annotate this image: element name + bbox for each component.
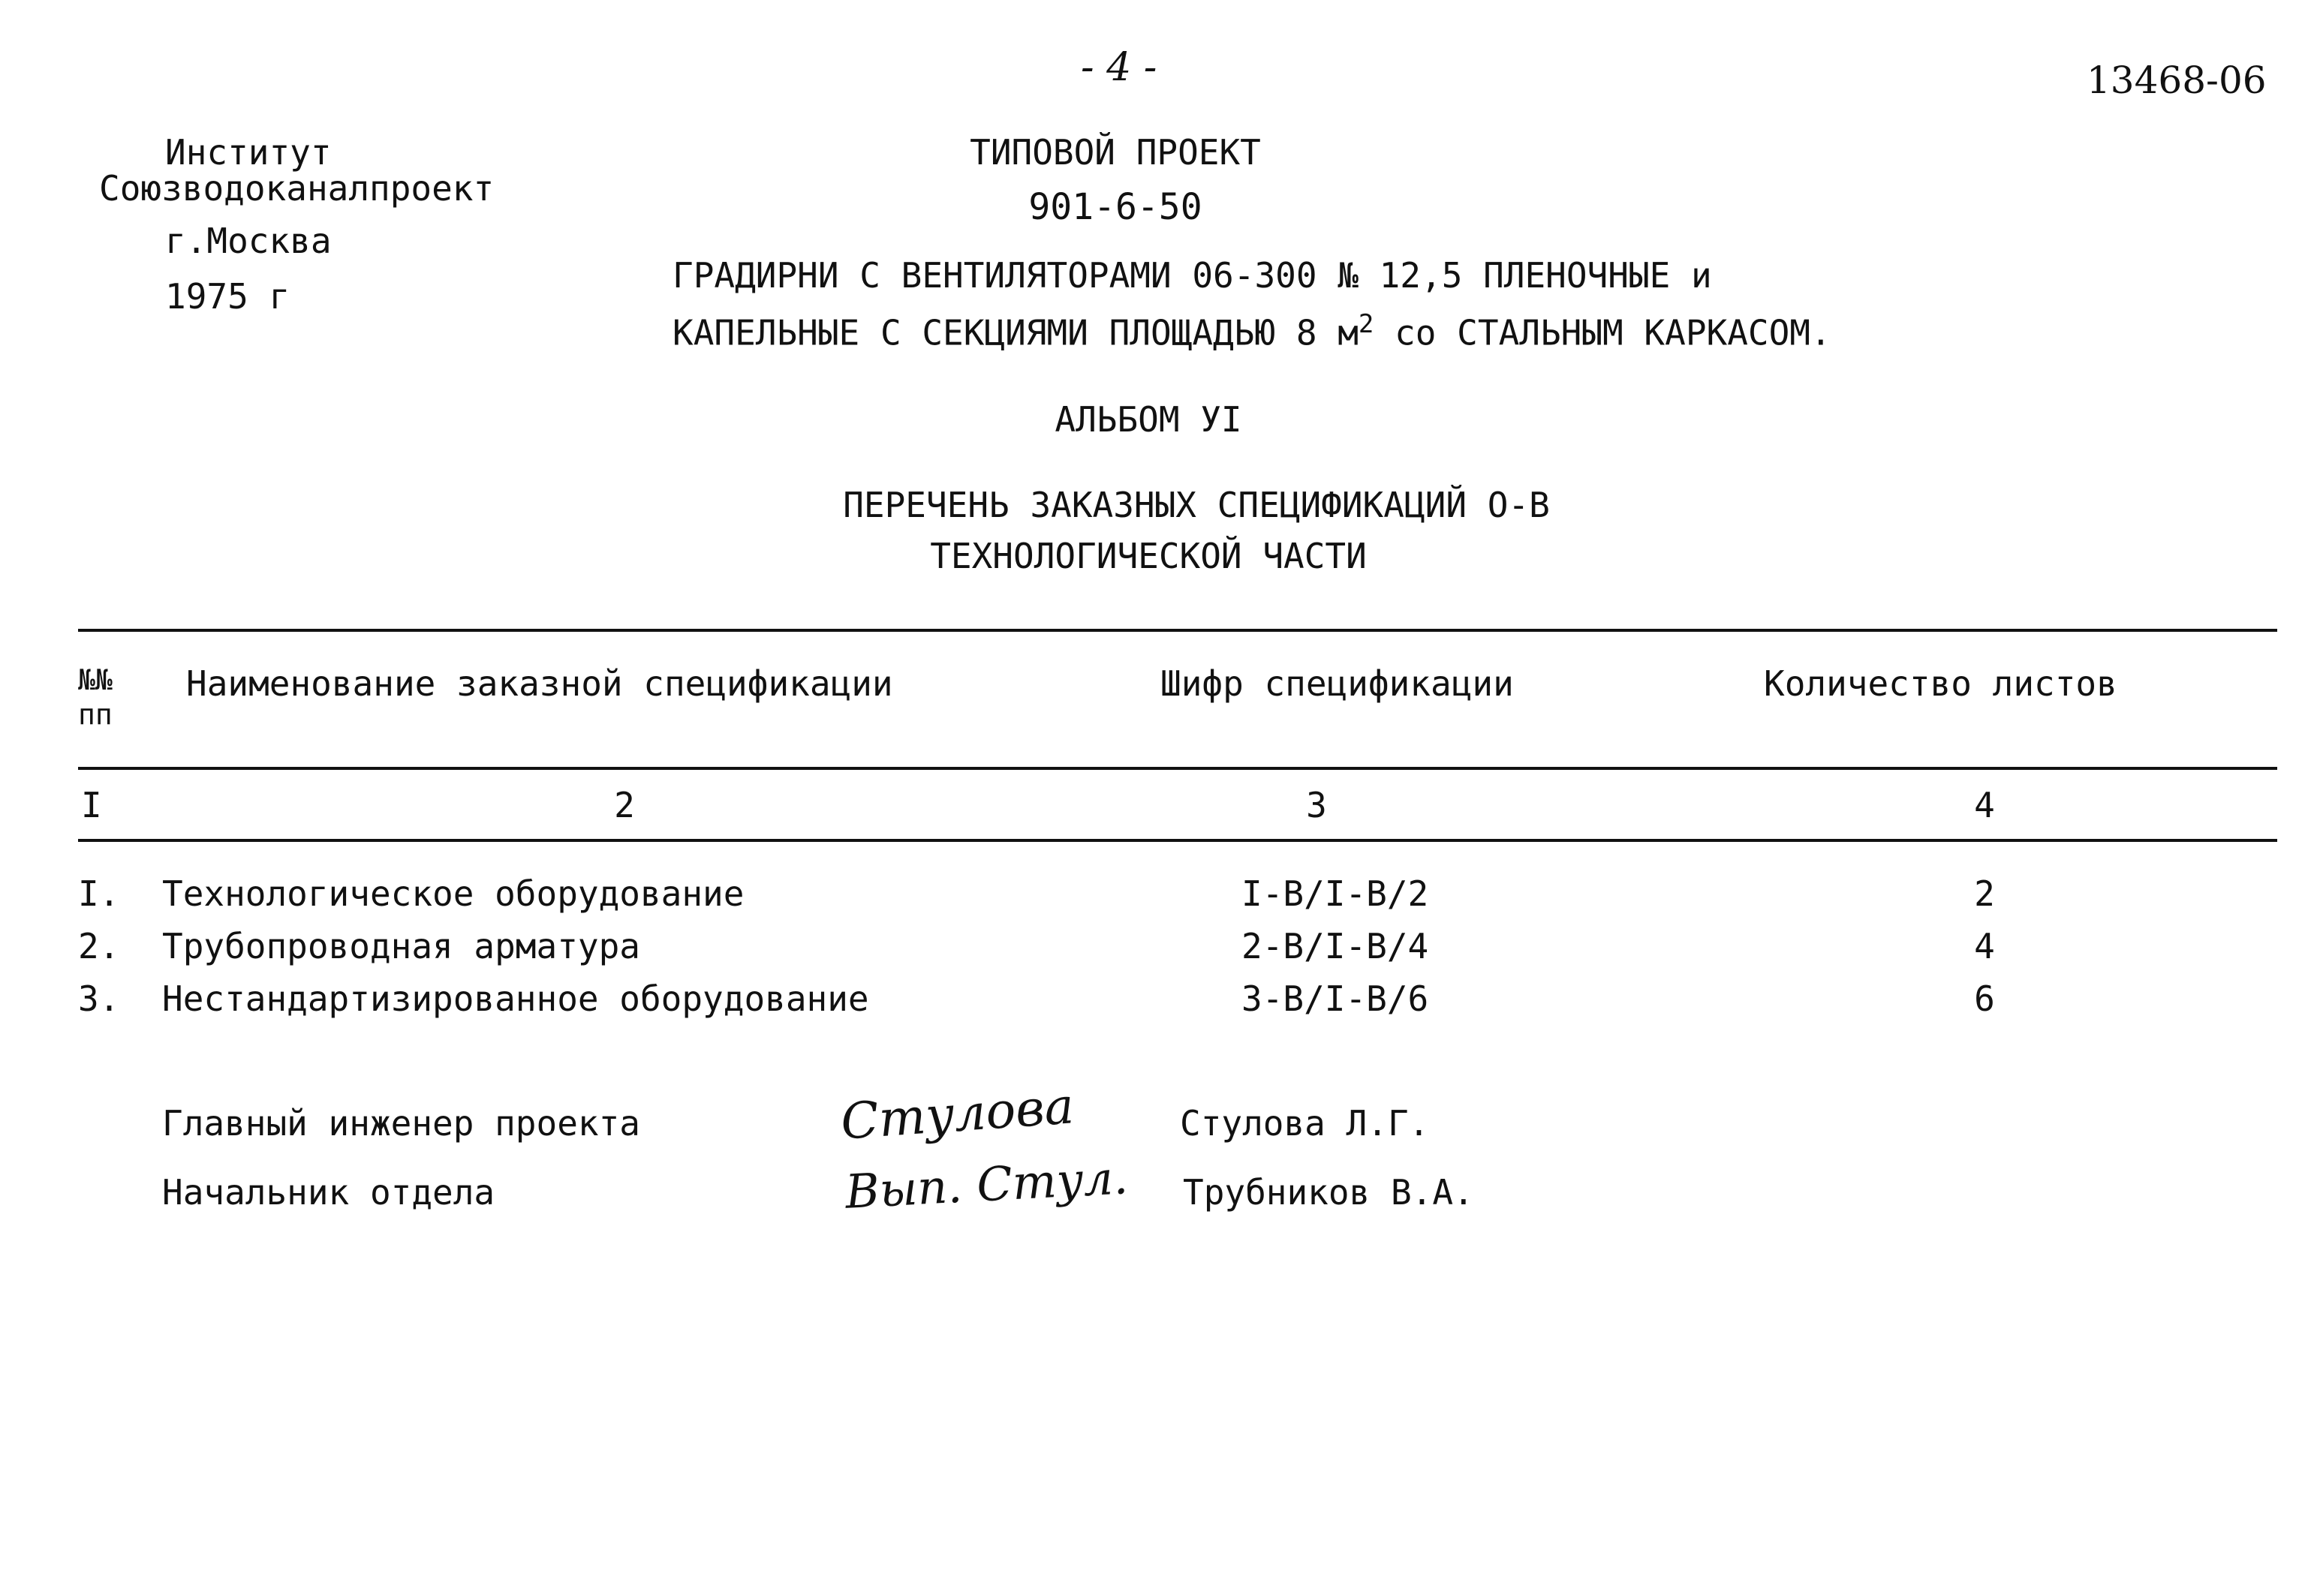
- list-title-line1: ПЕРЕЧЕНЬ ЗАКАЗНЫХ СПЕЦИФИКАЦИЙ О-В: [843, 485, 1550, 525]
- table-top-rule: [78, 629, 2277, 632]
- row-sheets: 4: [1974, 926, 1995, 966]
- row-name: Технологическое оборудование: [162, 873, 745, 914]
- institute-year: 1975 г: [165, 276, 290, 317]
- row-number: I.: [78, 873, 120, 914]
- page-number: - 4 -: [1081, 45, 1157, 90]
- list-title-line2: ТЕХНОЛОГИЧЕСКОЙ ЧАСТИ: [930, 536, 1367, 576]
- column-number-1: I: [81, 785, 102, 825]
- row-code: 3-В/I-В/6: [1241, 978, 1429, 1019]
- archive-number: 13468-06: [2087, 59, 2267, 102]
- project-description-line2: [673, 309, 1831, 353]
- project-code: 901-6-50: [1028, 186, 1202, 228]
- description-line2-tail: со СТАЛЬНЫМ КАРКАСОМ.: [1374, 312, 1831, 353]
- row-number: 3.: [78, 978, 120, 1019]
- department-head-signature: Вып. Стул.: [844, 1150, 1130, 1219]
- header-sheets: Количество листов: [1764, 663, 2117, 704]
- column-number-2: 2: [614, 785, 635, 825]
- album-title: АЛЬБОМ УI: [1055, 399, 1242, 440]
- header-num-line1: №№: [78, 663, 113, 696]
- project-description-line1: ГРАДИРНИ С ВЕНТИЛЯТОРАМИ 06-300 № 12,5 ПЛЕНОЧНЫЕ и: [673, 255, 1712, 296]
- area-unit-superscript: 2: [1358, 309, 1374, 339]
- row-code: 2-В/I-В/4: [1241, 926, 1429, 966]
- row-number: 2.: [78, 926, 120, 966]
- column-number-4: 4: [1974, 785, 1995, 825]
- header-name: Наименование заказной спецификации: [186, 663, 893, 704]
- table-header-rule: [78, 767, 2277, 770]
- chief-engineer-name: Стулова Л.Г.: [1180, 1103, 1430, 1144]
- department-head-label: Начальник отдела: [162, 1172, 495, 1213]
- header-num-line2: пп: [78, 698, 113, 731]
- row-sheets: 6: [1974, 978, 1995, 1019]
- institute-city: г.Москва: [165, 221, 332, 261]
- column-number-3: 3: [1306, 785, 1327, 825]
- department-head-name: Трубников В.А.: [1183, 1172, 1474, 1213]
- description-line2-text: КАПЕЛЬНЫЕ С СЕКЦИЯМИ ПЛОЩАДЬЮ 8 м: [673, 312, 1359, 353]
- row-name: Трубопроводная арматура: [162, 926, 640, 966]
- row-name: Нестандартизированное оборудование: [162, 978, 869, 1019]
- chief-engineer-label: Главный инженер проекта: [162, 1103, 640, 1144]
- project-title: ТИПОВОЙ ПРОЕКТ: [970, 132, 1261, 173]
- table-column-number-rule: [78, 839, 2277, 842]
- institute-name: Союзводоканалпроект: [99, 168, 495, 209]
- header-code: Шифр спецификации: [1160, 663, 1514, 704]
- row-code: I-В/I-В/2: [1241, 873, 1429, 914]
- row-sheets: 2: [1974, 873, 1995, 914]
- institute-label: Институт: [165, 132, 332, 173]
- chief-engineer-signature: Стулова: [838, 1077, 1076, 1151]
